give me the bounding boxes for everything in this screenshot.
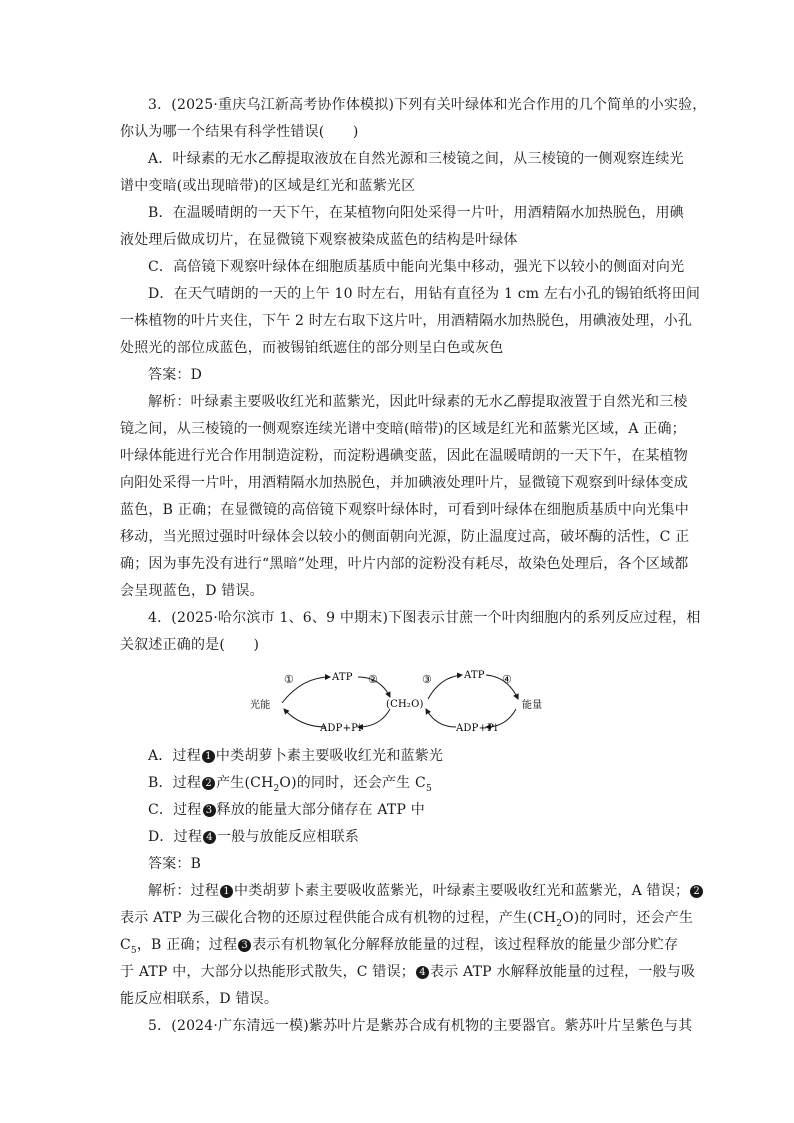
process-number-marker: 4 (416, 966, 429, 979)
q3-option-a-line-1: A．叶绿素的无水乙醇提取液放在自然光源和三棱镜之间，从三棱镜的一侧观察连续光 (148, 151, 684, 167)
process-number-marker: 1 (202, 750, 215, 763)
q4-answer: 答案：B (148, 856, 202, 872)
q4-analysis-line-3 (120, 932, 680, 959)
label-adp-2: ADP+Pi (456, 723, 498, 734)
q4-option-d (120, 824, 680, 851)
subscript: 2 (273, 783, 280, 794)
q3-analysis-line-3: 叶绿体能进行光合作用制造淀粉，而淀粉遇碘变蓝，因此在温暖晴朗的一天下午，在某植物 (120, 448, 688, 464)
q4-stem-line-2: 关叙述正确的是( ) (120, 637, 260, 653)
q4-option-c-prefix: C．过程 (148, 802, 202, 818)
subscript: 5 (130, 945, 137, 956)
text-span: ，B 正确；过程 (136, 937, 238, 953)
text-span: 表示 ATP 水解释放能量的过程，一般与吸 (429, 964, 696, 980)
q4-option-c (120, 797, 680, 824)
label-energy: 能量 (522, 700, 543, 711)
text-span: 表示 ATP 为三碳化合物的还原过程供能合成有机物的过程，产生(CH (120, 910, 557, 926)
text-span: 中类胡萝卜素主要吸收蓝紫光，叶绿素主要吸收红光和蓝紫光，A 错误； (234, 883, 690, 899)
q3-option-c: C．高倍镜下观察叶绿体在细胞质基质中能向光集中移动，强光下以较小的侧面对向光 (148, 259, 685, 275)
q3-option-d-line-3: 处照光的部位成蓝色，而被锡铂纸遮住的部分则呈白色或灰色 (120, 340, 504, 356)
process-4-marker: ④ (502, 673, 513, 686)
q3-analysis-line-8: 会呈现蓝色，D 错误。 (120, 583, 264, 599)
q3-analysis-line-1: 解析：叶绿素主要吸收红光和蓝紫光，因此叶绿素的无水乙醇提取液置于自然光和三棱 (148, 394, 688, 410)
q3-analysis-line-2: 镜之间，从三棱镜的一侧观察连续光谱中变暗(暗带)的区域是红光和蓝紫光区域，A 正确； (120, 421, 686, 437)
q4-analysis-line-1 (120, 878, 700, 905)
label-adp-1: ADP+Pi (320, 723, 362, 734)
q4-option-d-prefix: D．过程 (148, 829, 203, 845)
label-light-energy: 光能 (250, 700, 271, 711)
reaction-diagram-svg (250, 663, 550, 739)
q4-option-a (120, 743, 680, 770)
q4-analysis-line-5: 能反应相联系，D 错误。 (120, 991, 279, 1007)
q5-stem-line-1: 5．(2024·广东清远一模)紫苏叶片是紫苏合成有机物的主要器官。紫苏叶片呈紫色与其 (148, 1018, 693, 1034)
q3-analysis-line-5: 蓝色，B 正确；在显微镜的高倍镜下观察叶绿体时，可看到叶绿体在细胞质基质中向光集中 (120, 502, 689, 518)
q3-option-b-line-1: B．在温暖晴朗的一天下午，在某植物向阳处采得一片叶，用酒精隔水加热脱色，用碘 (148, 205, 684, 221)
q3-analysis-line-4: 向阳处采得一片叶，用酒精隔水加热脱色，并加碘液处理叶片，显微镜下观察到叶绿体变成 (120, 475, 688, 491)
q3-option-a-line-2: 谱中变暗(或出现暗带)的区域是红光和蓝紫光区 (120, 178, 416, 194)
subscript: 5 (425, 783, 432, 794)
label-atp-2: ATP (464, 670, 485, 681)
page-content (120, 92, 707, 1040)
reaction-diagram (120, 663, 680, 739)
text-span: 解析：过程 (148, 883, 219, 899)
label-atp-1: ATP (332, 672, 353, 683)
process-3-marker: ③ (422, 673, 433, 686)
q3-option-b-line-2: 液处理后做成切片，在显微镜下观察被染成蓝色的结构是叶绿体 (120, 232, 518, 248)
q4-option-b (120, 770, 680, 797)
q3-analysis-line-6: 移动，当光照过强时叶绿体会以较小的侧面朝向光源，防止温度过高，破坏酶的活性，C 正 (120, 529, 690, 545)
text-span: 于 ATP 中，大部分以热能形式散失，C 错误； (120, 964, 415, 980)
q4-stem-line-1: 4．(2025·哈尔滨市 1、6、9 中期末)下图表示甘蔗一个叶肉细胞内的系列反应过程，相 (148, 610, 701, 626)
q3-answer: 答案：D (148, 367, 203, 383)
q3-stem-line-2: 你认为哪一个结果有科学性错误( ) (120, 124, 359, 140)
process-number-marker: 2 (202, 777, 215, 790)
q4-analysis-line-2 (120, 905, 694, 932)
process-number-marker: 1 (220, 885, 233, 898)
arrow-ch2o-to-atp (428, 675, 462, 699)
q3-stem-line-1: 3．(2025·重庆乌江新高考协作体模拟)下列有关叶绿体和光合作用的几个简单的小实验， (148, 97, 707, 113)
text-span: C (120, 937, 131, 953)
subscript: 2 (556, 918, 563, 929)
arrow-to-adp-1 (358, 709, 390, 727)
q4-option-b-prefix: B．过程 (148, 775, 202, 791)
q4-option-a-prefix: A．过程 (148, 748, 201, 764)
process-number-marker: 2 (690, 885, 703, 898)
process-2-marker: ② (368, 673, 379, 686)
q3-option-d-line-2: 一株植物的叶片夹住，下午 2 时左右取下这片叶，用酒精隔水加热脱色，用碘液处理，小孔 (120, 313, 693, 329)
label-ch2o: (CH₂O) (386, 699, 424, 710)
process-number-marker: 4 (203, 831, 216, 844)
arrow-adp-back-2 (426, 709, 456, 727)
process-number-marker: 3 (238, 939, 251, 952)
text-span: O)的同时，还会产生 (562, 910, 694, 926)
q4-option-b-text-2: O)的同时，还会产生 C (279, 775, 426, 791)
q4-option-c-text: 释放的能量大部分储存在 ATP 中 (216, 802, 425, 818)
process-1-marker: ① (284, 673, 295, 686)
q4-analysis-line-4 (120, 959, 696, 986)
q4-option-d-text: 一般与放能反应相联系 (217, 829, 360, 845)
process-number-marker: 3 (203, 804, 216, 817)
text-span: 表示有机物氧化分解释放能量的过程，该过程释放的能量少部分贮存 (252, 937, 679, 953)
q4-option-a-text: 中类胡萝卜素主要吸收红光和蓝紫光 (215, 748, 444, 764)
q4-option-b-text: 产生(CH (216, 775, 274, 791)
q3-option-d-line-1: D．在天气晴朗的一天的上午 10 时左右，用钻有直径为 1 cm 左右小孔的锡铂纸将田间 (148, 286, 701, 302)
q3-analysis-line-7: 确；因为事先没有进行“黑暗”处理，叶片内部的淀粉没有耗尽，故染色处理后，各个区域都 (120, 556, 689, 572)
